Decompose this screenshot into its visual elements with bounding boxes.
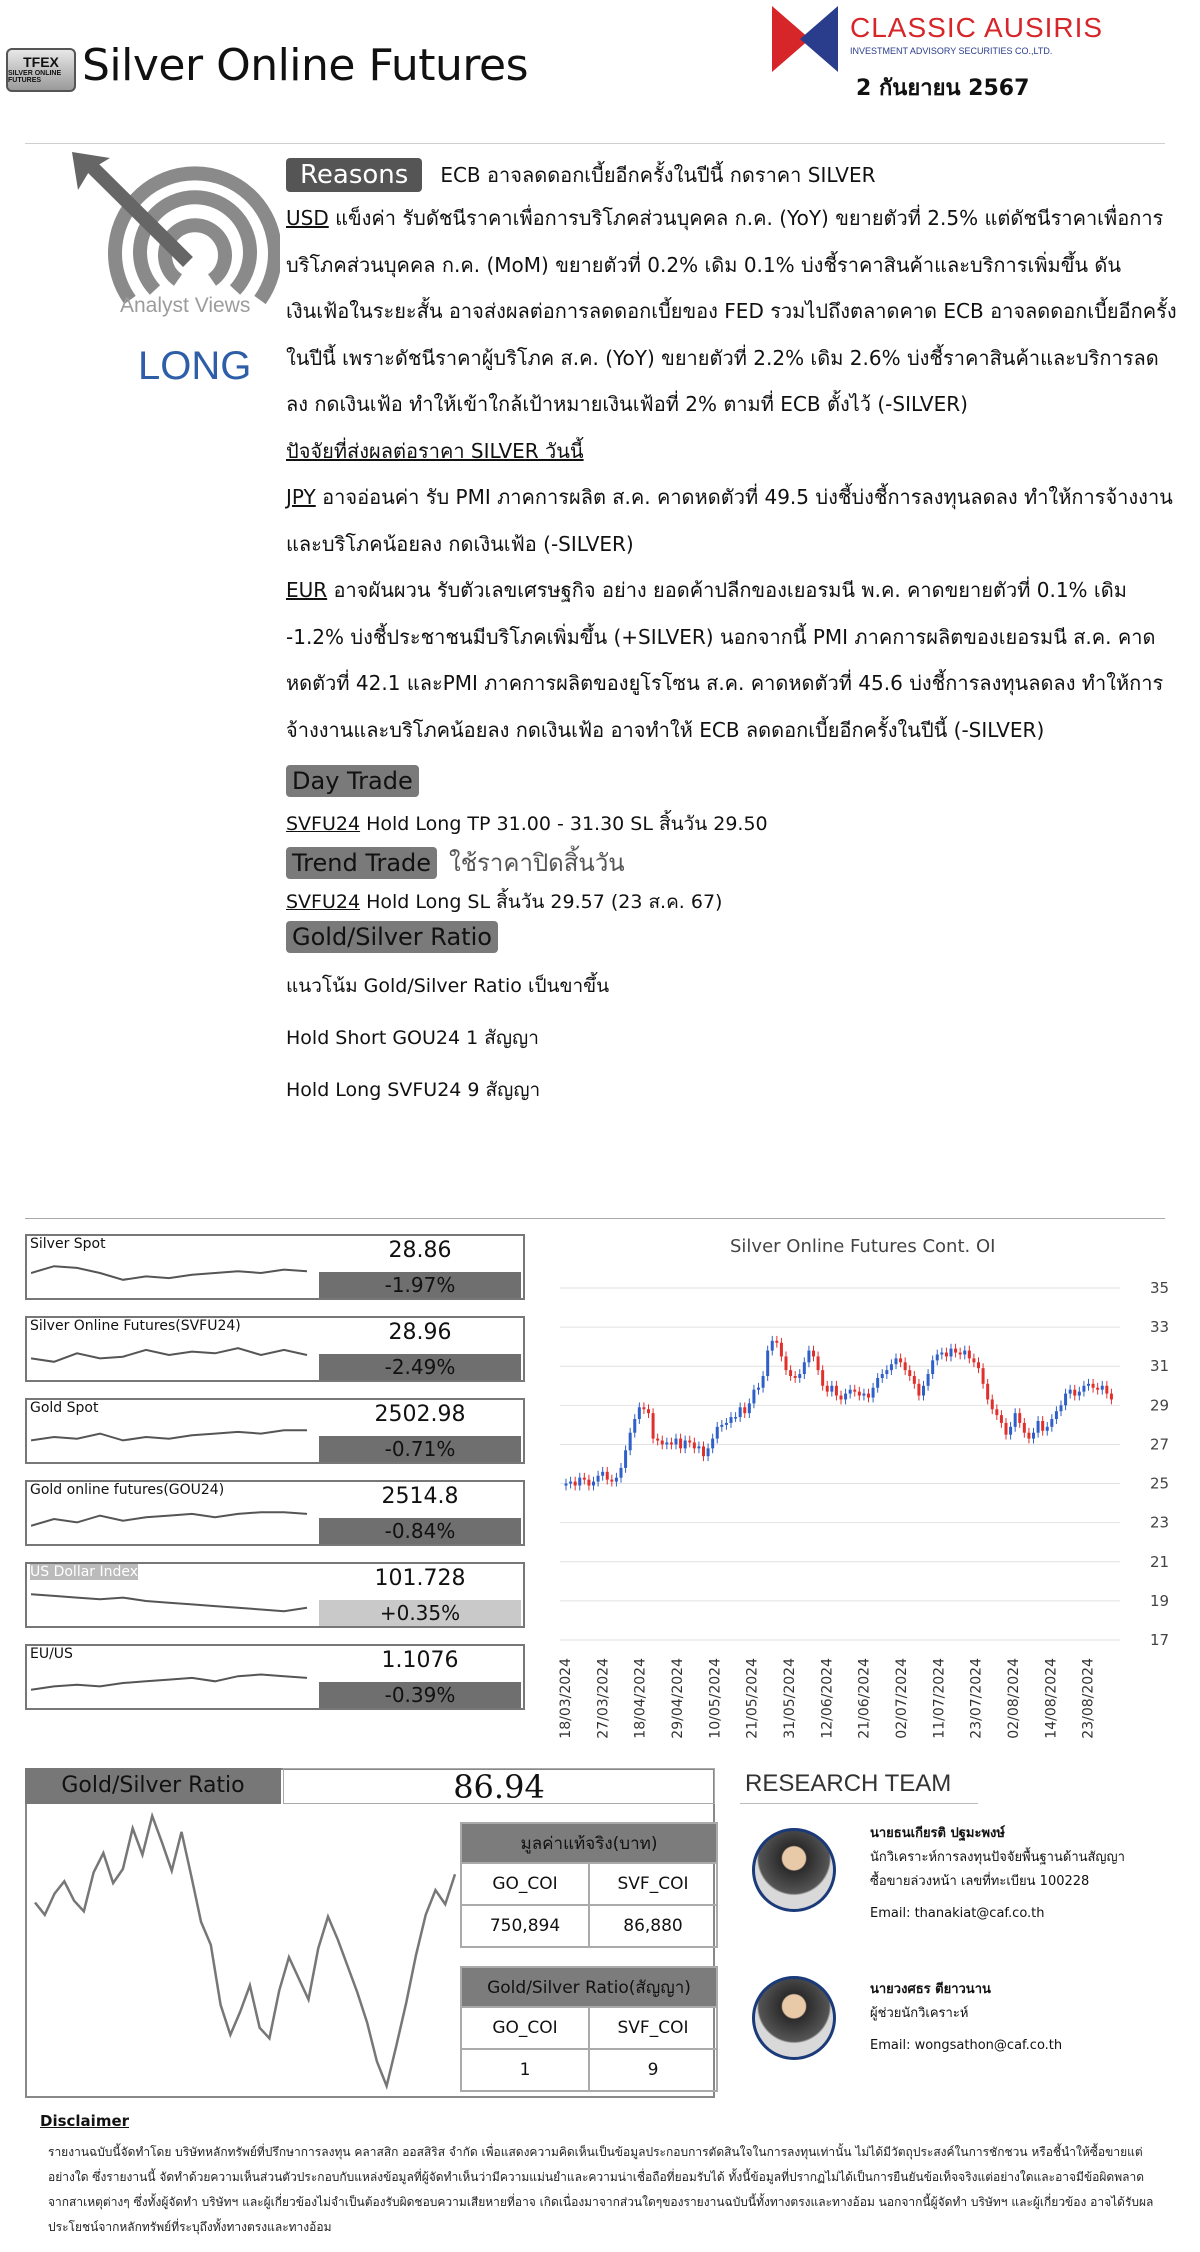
- x-tick-label: 18/03/2024: [558, 1658, 574, 1739]
- ratio-line: [35, 1816, 455, 2086]
- header-divider: [25, 143, 1165, 144]
- member-1-email: Email: thanakiat@caf.co.th: [870, 1906, 1045, 1921]
- tile-value: 101.728: [374, 1566, 466, 1591]
- report-date: 2 กันยายน 2567: [856, 76, 1030, 101]
- candle-body: [601, 1472, 604, 1476]
- candle-body: [693, 1442, 696, 1448]
- tile-sparkline: [31, 1660, 313, 1708]
- jpy-paragraph: [286, 474, 1180, 567]
- candle-body: [785, 1356, 788, 1370]
- usd-text: แข็งค่า รับดัชนีราคาเพื่อการบริโภคส่วนบุคคล ก.ค. (YoY) ขยายตัวที่ 2.5% แต่ดัชนีราคาเพื่อการบริโภคส่วนบุคคล ก.ค. (MoM) ขยายตัวที่ 0.2% เดิม 0.1% บ่งชี้ราคาสินค้าและบริการเพิ่มขึ้น ดันเงินเฟ้อในระยะสั้น อาจส่งผลต่อการลดดอกเบี้ยของ FED รวมไปถึงตลาดคาด ECB อาจลดดอกเบี้ยอีกครั้งในปีนี้ เพราะดัชนีราคาผู้บริโภค ส.ค. (YoY) ขยายตัวที่ 2.2% เดิม 2.6% บ่งชี้ราคาสินค้าและบริการลดลง กดเงินเฟ้อ ทำให้เข้าใกล้เป้าหมายเงินเฟ้อที่ 2% ตามที่ ECB ตั้งไว้ (-SILVER): [286, 206, 1177, 416]
- candle-body: [844, 1394, 847, 1400]
- section-divider: [25, 1218, 1165, 1219]
- x-tick-label: 29/04/2024: [670, 1658, 686, 1739]
- eur-text: อาจผันผวน รับตัวเลขเศรษฐกิจ อย่าง ยอดค้าปลีกของเยอรมนี พ.ค. คาดขยายตัวที่ 0.1% เดิม -1.2% บ่งชี้ประชาชนมีบริโภคเพิ่มขึ้น (+SILVER) นอกจากนี้ PMI ภาคการผลิตของเยอรมนี ส.ค. คาดหดตัวที่ 42.1 และPMI ภาคการผลิตของยูโรโซน ส.ค. คาดหดตัวที่ 45.6 บ่งชี้การลงทุนลดลง ทำให้การจ้างงานและบริโภคน้อยลง กดเงินเฟ้อ อาจทำให้ ECB ลดดอกเบี้ยอีกครั้งในปีนี้ (-SILVER): [286, 578, 1164, 742]
- candle-body: [872, 1388, 875, 1398]
- candle-body: [775, 1341, 778, 1343]
- candle-body: [853, 1390, 856, 1392]
- candle-body: [936, 1354, 939, 1360]
- candle-body: [954, 1349, 957, 1353]
- oi-candlestick-chart: [540, 1260, 1190, 1760]
- team-member-1: [870, 1822, 1125, 1926]
- disclaimer-text: รายงานฉบับนี้จัดทำโดย บริษัทหลักทรัพย์ที่ปรึกษาการลงทุน คลาสสิก ออสสิริส จำกัด เพื่อแสดงความคิดเห็นเป็นข้อมูลประกอบการตัดสินใจในการลงทุนเท่านั้น ไม่ได้มีวัตถุประสงค์ในการชักชวน หรือชี้นำให้ซื้อขายแต่อย่างใด ซึ่งรายงานนี้ จัดทำด้วยความเห็นส่วนตัวประกอบกับแหล่งข้อมูลที่ผู้จัดทำเห็นว่ามีความแม่นยำและความน่าเชื่อถือที่ยอมรับได้ ทั้งนี้ข้อมูลที่ปรากฏไม่ได้เป็นการยืนยันข้อเท็จจริงแต่อย่างใดและอาจมีข้อผิดพลาดจากสาเหตุต่างๆ ซึ่งทั้งผู้จัดทำ บริษัทฯ และผู้เกี่ยวข้องไม่จำเป็นต้องรับผิดชอบความเสียหายที่อาจ เกิดเนื่องมาจากส่วนใดๆของรายงานฉบับนี้ทั้งทางตรงและทางอ้อม นอกจากนี้ผู้จัดทำ บริษัทฯ และผู้เกี่ยวข้อง อาจได้รับผลประโยชน์จากหลักทรัพย์ที่ระบุถึงทั้งทางตรงและทางอ้อม: [48, 2145, 1154, 2234]
- candle-body: [812, 1351, 815, 1357]
- usd-paragraph: [286, 195, 1180, 428]
- candle-body: [867, 1394, 870, 1398]
- candle-body: [574, 1482, 577, 1486]
- analyst-views-label: Analyst Views: [120, 294, 251, 317]
- gold-silver-header: [286, 921, 1180, 955]
- y-tick-label: 19: [1150, 1591, 1170, 1610]
- candle-body: [840, 1396, 843, 1400]
- sparkline-path: [31, 1594, 307, 1611]
- candle-body: [995, 1409, 998, 1415]
- candle-body: [592, 1482, 595, 1486]
- gold-silver-line3: Hold Long SVFU24 9 สัญญา: [286, 1079, 541, 1101]
- brand-subtitle: INVESTMENT ADVISORY SECURITIES CO.,LTD.: [850, 46, 1053, 56]
- candle-body: [862, 1394, 865, 1396]
- candle-body: [1087, 1384, 1090, 1386]
- candle-body: [963, 1351, 966, 1355]
- contracts-col-silver: SVF_COI: [589, 2007, 717, 2049]
- candle-body: [821, 1370, 824, 1386]
- candle-body: [587, 1480, 590, 1486]
- contracts-table: [460, 1966, 718, 2092]
- ratio-value: 86.94: [283, 1768, 715, 1804]
- reasons-row: [286, 155, 1180, 195]
- candle-body: [670, 1442, 673, 1444]
- candle-body: [615, 1478, 618, 1482]
- tile-sparkline: [31, 1250, 313, 1298]
- chart-title: Silver Online Futures Cont. OI: [730, 1236, 996, 1257]
- tile-value: 2502.98: [374, 1402, 466, 1427]
- x-tick-label: 10/05/2024: [707, 1658, 724, 1739]
- candle-body: [798, 1374, 801, 1378]
- tile-change: -0.71%: [319, 1436, 521, 1462]
- candle-body: [945, 1353, 948, 1357]
- ratio-label: Gold/Silver Ratio: [25, 1768, 281, 1804]
- candle-body: [922, 1386, 925, 1396]
- candle-body: [803, 1362, 806, 1374]
- candle-body: [578, 1478, 581, 1486]
- candle-body: [707, 1448, 710, 1456]
- x-tick-label: 18/04/2024: [632, 1658, 649, 1739]
- y-tick-label: 17: [1150, 1631, 1170, 1649]
- avatar: [752, 1976, 836, 2060]
- contracts-head: Gold/Silver Ratio(สัญญา): [461, 1967, 717, 2007]
- candle-body: [1055, 1411, 1058, 1419]
- candle-body: [642, 1407, 645, 1409]
- candle-body: [624, 1450, 627, 1468]
- candle-body: [830, 1386, 833, 1392]
- candle-body: [1023, 1423, 1026, 1433]
- candle-body: [931, 1360, 934, 1374]
- candle-body: [702, 1446, 705, 1456]
- candle-body: [684, 1441, 687, 1449]
- candle-body: [899, 1358, 902, 1362]
- candle-body: [1041, 1421, 1044, 1431]
- candle-body: [1105, 1386, 1108, 1394]
- candle-body: [940, 1353, 943, 1355]
- true-gold-value: 750,894: [461, 1905, 589, 1947]
- candle-body: [876, 1378, 879, 1388]
- tile-change: -1.97%: [319, 1272, 521, 1298]
- candle-body: [743, 1407, 746, 1413]
- candle-body: [794, 1376, 797, 1378]
- x-tick-label: 21/05/2024: [744, 1658, 761, 1739]
- candle-body: [1009, 1427, 1012, 1435]
- candle-body: [652, 1413, 655, 1438]
- member-2-role: ผู้ช่วยนักวิเคราะห์: [870, 2006, 969, 2021]
- candle-body: [977, 1362, 980, 1368]
- member-1-name: นายธนเกียรติ ปฐมะพงษ์: [870, 1826, 1005, 1841]
- candle-body: [959, 1353, 962, 1355]
- candle-body: [991, 1399, 994, 1409]
- x-tick-label: 11/07/2024: [931, 1658, 948, 1739]
- candle-body: [748, 1403, 751, 1413]
- candle-body: [762, 1376, 765, 1388]
- candle-body: [720, 1425, 723, 1427]
- tile-change: -0.39%: [319, 1682, 521, 1708]
- member-2-name: นายวงศธร ตียาวนาน: [870, 1982, 991, 1997]
- member-1-role2: ซื้อขายล่วงหน้า เลขที่ทะเบียน 100228: [870, 1874, 1090, 1889]
- candle-body: [638, 1407, 641, 1419]
- candle-body: [1032, 1433, 1035, 1439]
- candle-body: [711, 1439, 714, 1449]
- market-tile: [25, 1234, 525, 1300]
- candle-body: [927, 1374, 930, 1386]
- candle-body: [1000, 1415, 1003, 1423]
- candle-body: [968, 1351, 971, 1359]
- market-tile: [25, 1316, 525, 1382]
- candle-body: [734, 1417, 737, 1419]
- candle-body: [1110, 1394, 1113, 1400]
- candle-body: [1101, 1386, 1104, 1390]
- ratio-line-chart: [30, 1808, 460, 2094]
- brand-logo-icon: [770, 4, 840, 74]
- true-silver-value: 86,880: [589, 1905, 717, 1947]
- tile-name: Silver Spot: [30, 1236, 106, 1252]
- trend-trade-symbol: SVFU24: [286, 891, 361, 913]
- tile-name: Gold Spot: [30, 1400, 99, 1416]
- gold-silver-label: Gold/Silver Ratio: [286, 921, 498, 953]
- candle-body: [849, 1390, 852, 1394]
- trend-trade-note: ใช้ราคาปิดสิ้นวัน: [449, 849, 625, 877]
- candle-body: [895, 1358, 898, 1364]
- sparkline-path: [31, 1348, 307, 1362]
- member-1-role: นักวิเคราะห์การลงทุนปัจจัยพื้นฐานด้านสัญญา: [870, 1850, 1125, 1865]
- tile-sparkline: [31, 1414, 313, 1462]
- candle-body: [757, 1388, 760, 1390]
- candle-body: [807, 1351, 810, 1363]
- tile-sparkline: [31, 1496, 313, 1544]
- candle-body: [569, 1482, 572, 1484]
- x-tick-label: 21/06/2024: [856, 1658, 873, 1739]
- candle-body: [908, 1370, 911, 1376]
- sparkline-path: [31, 1266, 307, 1280]
- y-tick-label: 27: [1150, 1435, 1170, 1454]
- candle-body: [661, 1441, 664, 1445]
- brand-name: CLASSIC AUSIRIS: [850, 12, 1104, 43]
- tile-change: -2.49%: [319, 1354, 521, 1380]
- candle-body: [1073, 1390, 1076, 1396]
- tfex-logo-text: TFEX: [23, 54, 59, 71]
- factors-heading: ปัจจัยที่ส่งผลต่อราคา SILVER วันนี้: [286, 438, 584, 463]
- candle-body: [1037, 1421, 1040, 1433]
- candle-body: [789, 1370, 792, 1376]
- day-trade-symbol: SVFU24: [286, 813, 361, 835]
- day-trade-header: [286, 765, 1180, 799]
- candle-body: [629, 1433, 632, 1451]
- candle-body: [780, 1343, 783, 1357]
- x-tick-label: 14/08/2024: [1043, 1658, 1060, 1739]
- y-tick-label: 35: [1150, 1279, 1170, 1297]
- sparkline-path: [31, 1675, 307, 1690]
- y-tick-label: 25: [1150, 1474, 1170, 1493]
- y-tick-label: 29: [1150, 1396, 1170, 1415]
- market-tile: [25, 1644, 525, 1710]
- tile-value: 2514.8: [381, 1484, 459, 1509]
- contracts-col-gold: GO_COI: [461, 2007, 589, 2049]
- candle-body: [1027, 1433, 1030, 1439]
- x-tick-label: 12/06/2024: [819, 1658, 836, 1739]
- research-team-divider: [740, 1803, 978, 1804]
- candle-body: [1069, 1390, 1072, 1394]
- jpy-tag: JPY: [286, 485, 316, 509]
- candle-body: [858, 1392, 861, 1396]
- candle-body: [890, 1364, 893, 1370]
- reasons-label: Reasons: [286, 158, 422, 192]
- candle-body: [656, 1439, 659, 1441]
- candle-body: [752, 1390, 755, 1404]
- research-team-title: RESEARCH TEAM: [745, 1770, 952, 1797]
- tile-sparkline: [31, 1578, 313, 1626]
- candle-body: [835, 1386, 838, 1396]
- candle-body: [771, 1341, 774, 1351]
- sparkline-path: [31, 1430, 307, 1440]
- contracts-silver-value: 9: [589, 2049, 717, 2091]
- candle-body: [1092, 1384, 1095, 1388]
- candle-body: [766, 1351, 769, 1376]
- candle-body: [610, 1480, 613, 1482]
- x-tick-label: 23/08/2024: [1080, 1658, 1097, 1739]
- candle-body: [647, 1409, 650, 1413]
- tfex-logo: [6, 48, 76, 92]
- candle-body: [597, 1476, 600, 1482]
- candle-body: [1005, 1423, 1008, 1435]
- tile-sparkline: [31, 1332, 313, 1380]
- tile-name: Gold online futures(GOU24): [30, 1482, 225, 1498]
- contracts-gold-value: 1: [461, 2049, 589, 2091]
- candle-body: [1050, 1419, 1053, 1427]
- sparkline-path: [31, 1512, 307, 1526]
- candle-body: [1096, 1388, 1099, 1390]
- candle-body: [730, 1417, 733, 1423]
- day-trade-label: Day Trade: [286, 765, 419, 797]
- candle-body: [1082, 1386, 1085, 1392]
- tile-value: 28.86: [388, 1238, 452, 1263]
- header: [0, 0, 1200, 145]
- trend-trade-header: [286, 843, 1180, 877]
- tile-change: -0.84%: [319, 1518, 521, 1544]
- y-tick-label: 23: [1150, 1513, 1170, 1532]
- trend-trade-label: Trend Trade: [286, 847, 437, 879]
- candle-body: [1014, 1413, 1017, 1427]
- candle-body: [881, 1374, 884, 1378]
- usd-tag: USD: [286, 206, 329, 230]
- x-tick-label: 27/03/2024: [595, 1658, 612, 1739]
- candle-body: [688, 1441, 691, 1443]
- tile-name: Silver Online Futures(SVFU24): [30, 1318, 241, 1334]
- true-col-silver: SVF_COI: [589, 1863, 717, 1905]
- disclaimer-title: Disclaimer: [40, 2112, 130, 2130]
- x-tick-label: 23/07/2024: [968, 1658, 985, 1739]
- candle-body: [950, 1349, 953, 1357]
- candle-body: [917, 1384, 920, 1396]
- trend-trade-text: Hold Long SL สิ้นวัน 29.57 (23 ส.ค. 67): [360, 891, 723, 913]
- stance-label: LONG: [138, 344, 252, 388]
- team-member-2: [870, 1978, 1062, 2058]
- candle-body: [620, 1468, 623, 1478]
- candle-body: [665, 1442, 668, 1444]
- market-tile: [25, 1398, 525, 1464]
- true-col-gold: GO_COI: [461, 1863, 589, 1905]
- eur-paragraph: [286, 567, 1180, 753]
- candle-body: [679, 1439, 682, 1449]
- tile-name: US Dollar Index: [30, 1564, 139, 1580]
- reasons-headline: ECB อาจลดดอกเบี้ยอีกครั้งในปีนี้ กดราคา SILVER: [440, 163, 876, 187]
- y-tick-label: 33: [1150, 1318, 1170, 1337]
- gold-silver-line2: Hold Short GOU24 1 สัญญา: [286, 1027, 539, 1049]
- candle-body: [675, 1439, 678, 1445]
- analysis-section: [286, 155, 1180, 1105]
- candle-body: [697, 1446, 700, 1448]
- candle-body: [817, 1356, 820, 1370]
- candle-body: [972, 1358, 975, 1362]
- candle-body: [826, 1386, 829, 1392]
- tile-name: EU/US: [30, 1646, 73, 1662]
- true-value-head: มูลค่าแท้จริง(บาท): [461, 1823, 717, 1863]
- candle-body: [716, 1427, 719, 1439]
- candle-body: [1018, 1413, 1021, 1423]
- y-tick-label: 31: [1150, 1357, 1170, 1376]
- tfex-logo-sub: SILVER ONLINE FUTURES: [8, 70, 62, 85]
- candle-body: [904, 1362, 907, 1370]
- market-tile: [25, 1480, 525, 1546]
- candle-body: [739, 1407, 742, 1417]
- candle-body: [986, 1384, 989, 1400]
- candle-body: [1064, 1394, 1067, 1406]
- candle-body: [885, 1370, 888, 1374]
- candle-body: [1046, 1427, 1049, 1431]
- market-tile: [25, 1562, 525, 1628]
- candle-body: [1078, 1392, 1081, 1396]
- tile-value: 28.96: [388, 1320, 452, 1345]
- eur-tag: EUR: [286, 578, 328, 602]
- true-value-table: [460, 1822, 718, 1948]
- avatar: [752, 1828, 836, 1912]
- candle-body: [725, 1423, 728, 1425]
- candle-body: [913, 1376, 916, 1384]
- candle-body: [565, 1484, 568, 1486]
- x-tick-label: 02/07/2024: [894, 1658, 910, 1739]
- trend-trade-line: [286, 887, 1180, 917]
- candle-body: [583, 1478, 586, 1480]
- day-trade-line: [286, 809, 1180, 839]
- day-trade-text: Hold Long TP 31.00 - 31.30 SL สิ้นวัน 29.50: [360, 813, 768, 835]
- x-tick-label: 02/08/2024: [1006, 1658, 1022, 1739]
- candle-body: [606, 1472, 609, 1480]
- candle-body: [982, 1368, 985, 1384]
- jpy-text: อาจอ่อนค่า รับ PMI ภาคการผลิต ส.ค. คาดหดตัวที่ 49.5 บ่งชี้บ่งชี้การลงทุนลดลง ทำให้การจ้างงานและบริโภคน้อยลง กดเงินเฟ้อ (-SILVER): [286, 485, 1173, 556]
- candle-body: [1060, 1405, 1063, 1411]
- candle-body: [633, 1419, 636, 1433]
- gold-silver-line1: แนวโน้ม Gold/Silver Ratio เป็นขาขึ้น: [286, 975, 610, 997]
- member-2-email: Email: wongsathon@caf.co.th: [870, 2038, 1063, 2053]
- tile-change: +0.35%: [319, 1600, 521, 1626]
- x-tick-label: 31/05/2024: [782, 1658, 798, 1739]
- tile-value: 1.1076: [381, 1648, 459, 1673]
- y-tick-label: 21: [1150, 1552, 1170, 1571]
- page-title: Silver Online Futures: [82, 40, 529, 91]
